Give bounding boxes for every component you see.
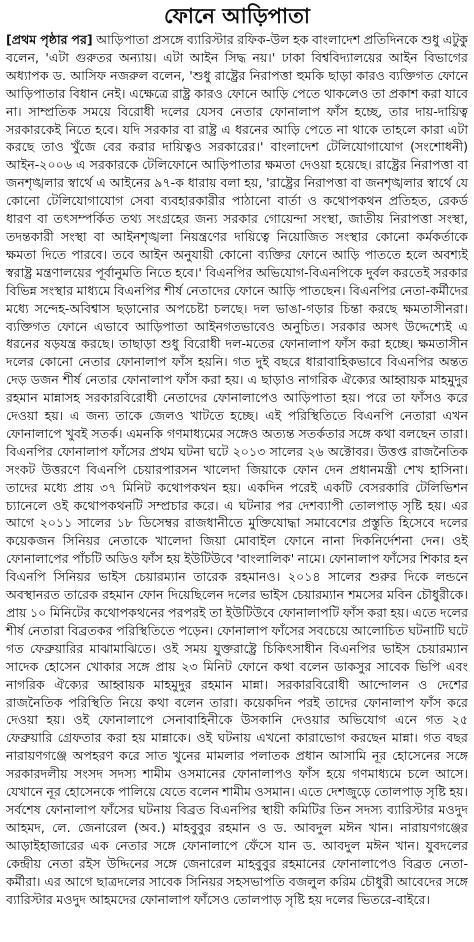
article-text: আড়িপাতা প্রসঙ্গে ব্যারিস্টার রফিক-উল হক বাংলাদেশ প্রতিদিনকে শুধু এটুকু বলেন, 'এটা গুরুতর অন্যায়। এটা আইন সিদ্ধ নয়।' ঢাকা বিশ্ববিদ্যালয়ের আইন বিভাগের অধ্যাপক ড. আসিফ নজরুল বলেন, 'শুধু রাষ্ট্রের নিরাপত্তা হুমকি ছাড়া কারও ব্যক্তিগত ফোনে আড়িপাতার বিধান নেই। এক্ষেত্রে রাষ্ট্র কারও ফোনে আড়ি পেতে থাকলেও তা প্রকাশ করা যাবে না। সাম্প্রতিক সময়ে বিরোধী দলের যেসব নেতার ফোনালাপ ফাঁস হচ্ছে, তার দায়-দায়িত্ব সরকারকেই নিতে হবে। যদি সরকার বা রাষ্ট্র এ ধরনের আড়ি পেতে না থাকে তাহলে কারা এটা করছে তাও খুঁজে বের করার দায়িত্বও সরকারের।' বাংলাদেশ টেলিযোগাযোগ (সংশোধনী) আইন-২০০৬ এ সরকারকে টেলিফোনে আড়িপাতার ক্ষমতা দেওয়া হয়েছে। রাষ্ট্রের নিরাপত্তা বা জনশৃঙ্খলার স্বার্থে এ আইনের ৯৭-ক ধারায় বলা হয়, 'রাষ্ট্রের নিরাপত্তা বা জনশৃঙ্খলার স্বার্থে যে কোনো টেলিযোগাযোগ সেবা ব্যবহারকারীর পাঠানো বার্তা ও কথোপকথন প্রতিহত, রেকর্ড ধারণ বা তৎসম্পর্কিত তথ্য সংগ্রহের জন্য সরকার গোয়েন্দা সংস্থা, জাতীয় নিরাপত্তা সংস্থা, তদন্তকারী সংস্থা বা আইনশৃঙ্খলা নিয়ন্ত্রণের দায়িত্বে নিয়োজিত সংস্থার কোনো কর্মকর্তাকে ক্ষমতা দিতে পারবে। তবে আইন অনুযায়ী কোনো ব্যক্তির ফোনে আড়ি পাততে হলে অবশ্যই স্বরাষ্ট্র মন্ত্রণালয়ের পূর্বানুমতি নিতে হবে।' বিএনপির অভিযোগ-বিএনপিকে দুর্বল করতেই সরকার বিভিন্ন সংস্থার মাধ্যমে বিএনপির শীর্ষ নেতাদের ফোনে আড়ি পাতছেন। বিএনপির নেতা-কর্মীদের মধ্যে সন্দেহ-অবিশ্বাস ছড়ানোর অপচেষ্টা চলছে। দল ভাঙা-গড়ার চিন্তা করছে ক্ষমতাসীনরা। ব্যক্তিগত ফোনে এভাবে আড়িপাতা আইনগতভাবেও অনুচিত। সরকার অসৎ উদ্দেশ্যেই এ ধরনের ষড়যন্ত্র করছে। তাছাড়া শুধু বিরোধী দল-মতের ফোনালাপ ফাঁস করা হচ্ছে। ক্ষমতাসীন দলের কোনো নেতার ফোনালাপ ফাঁস হয়নি। গত দুই বছরে ধারাবাহিকভাবে বিএনপির অন্তত দেড় ডজন শীর্ষ নেতার ফোনালাপ ফাঁস করা হয়। এ ছাড়াও নাগরিক ঐক্যের আহ্বায়ক মাহমুদুর রহমান মান্নাসহ সরকারবিরোধী নেতাদের ফোনালাপেও আড়িপাতা হয়। পরে তা ফাঁসও করে দেওয়া হয়। এ জন্য তাকে জেলও খাটতে হচ্ছে। এই পরিস্থিতিতে বিএনপি নেতারা এখন ফোনালাপে খুবই সতর্ক। এমনকি গণমাধ্যমের সঙ্গেও অত্যন্ত সতর্কতার সঙ্গে কথা বলছেন তারা। বিএনপির ফোনালাপ ফাঁসের প্রথম ঘটনা ঘটে ২০১৩ সালের ২৬ অক্টোবর। উত্তপ্ত রাজনৈতিক সংকট উত্তরণে বিএনপি চেয়ারপারসন খালেদা জিয়াকে ফোন দেন প্রধানমন্ত্রী শেখ হাসিনা। তাদের মধ্যে প্রায় ৩৭ মিনিট কথোপকথন হয়। একদিন পরেই একটি বেসরকারি টেলিভিশন চ্যানেলে ওই কথোপকথনটি সম্প্রচার করে। এ ঘটনার পর দেশব্যাপী তোলপাড় সৃষ্টি হয়। এর আগে ২০১১ সালের ১৮ ডিসেম্বর রাজধানীতে মুক্তিযোদ্ধা সমাবেশের প্রস্তুতি হিসেবে দলের কয়েকজন সিনিয়র নেতাকে খালেদা জিয়া মোবাইল ফোনে নানা দিকনির্দেশনা দেন। ওই ফোনালাপের পাঁচটি অডিও ফাঁস হয় ইউটিউবে 'বাংলালিক' নামে। ফোনালাপ ফাঁসের শিকার হন বিএনপি সিনিয়র ভাইস চেয়ারম্যান তারেক রহমানও। ২০১৪ সালের শুরুর দিকে লন্ডনে অবস্থানরত তারেক রহমান ফোন দিয়েছিলেন দলের ভাইস চেয়ারম্যান শমসের মবিন চৌধুরীকে। প্রায় ১০ মিনিটের কথোপকথনের পরপরই তা ইউটিউবে ফোনালাপটি ফাঁস করা হয়। এতে দলের শীর্ষ নেতারা বিব্রতকর পরিস্থিতিতে পড়েন। ফোনালাপ ফাঁসের সবচেয়ে আলোচিত ঘটনাটি ঘটে গত ফেব্রুয়ারির মাঝামাঝিতে। ওই সময় যুক্তরাষ্ট্রে চিকিৎসাধীন বিএনপির ভাইস চেয়ারম্যান সাদেক হোসেন খোকার সঙ্গে প্রায় ২৩ মিনিট ফোনে কথা বলেন ডাকসুর সাবেক ভিপি এবং নাগরিক ঐক্যের আহ্বায়ক মাহমুদুর রহমান মান্না। সরকারবিরোধী আন্দোলন ও দেশের রাজনৈতিক পরিস্থিতি নিয়ে কথা বলেন তারা। কয়েকদিন পরই তাদের ফোনালাপ ফাঁস করে দেওয়া হয়। ওই ফোনালাপে সেনাবাহিনীকে উসকানি দেওয়ার অভিযোগ এনে গত ২৫ ফেব্রুয়ারি গ্রেফতার করা হয় মান্নাকে। ওই ঘটনায় এখনো কারাভোগ করছেন মান্না। গত বছর নারায়ণগঞ্জে অপহরণ করে সাত খুনের মামলার পলাতক প্রধান আসামি নূর হোসেনের সঙ্গে সরকারদলীয় সংসদ সদস্য শামীম ওসমানের ফোনালাপও ফাঁস হয়ে গণমাধ্যমে চলে আসে। যেখানে নূর হোসেনকে পালিয়ে যেতে বলেন শামীম ওসমান। এতে দেশজুড়ে তোলপাড় সৃষ্টি হয়। সর্বশেষ ফোনালাপ ফাঁসের ঘটনায় বিব্রত বিএনপির স্থায়ী কমিটির তিন সদস্য ব্যারিস্টার মওদুদ আহমদ, লে. জেনারেল (অব.) মাহবুবুর রহমান ও ড. আবদুল মঈন খান। নারায়ণগঞ্জের আড়াইহাজারের এক নেতার সঙ্গে ফোনালাপে ফেঁসে যান ড. আবদুল মঈন খান। যুবদলের কেন্দ্রীয় নেতা রইস উদ্দিনের সঙ্গে জেনারেল মাহবুবুর রহমানের ফোনালাপেও বিব্রত নেতা-কর্মীরা। এর আগে ছাত্রদলের সাবেক সিনিয়র সহসভাপতি বজলুল করিম চৌধুরী আবেদের সঙ্গে ব্যারিস্টার মওদুদ আহমদের ফোনালাপ ফাঁসেও তোলপাড় সৃষ্টি হয় দলের ভিতরে-বাইরে। [6,32,468,907]
continued-label: [প্রথম পৃষ্ঠার পর] [6,32,93,47]
article-body [6,31,468,908]
article-headline: ফোনে আড়িপাতা [164,4,310,28]
